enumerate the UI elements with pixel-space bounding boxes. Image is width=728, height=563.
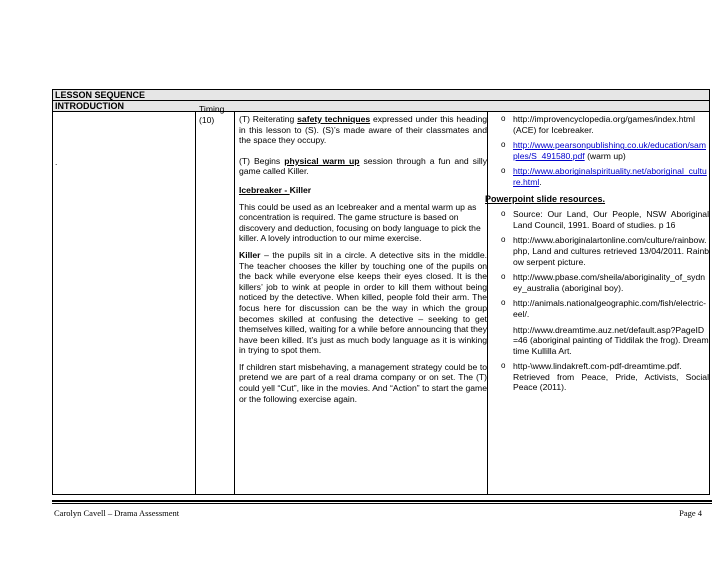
activity-paragraph: If children start misbehaving, a management strategy could be to pretend we are part of a real drama company or on set. The (T) could yell “Cut”, like in the movies. And “Action” to start the game or the following exercise again. [239,361,487,404]
bullet-icon: o [501,272,506,282]
bullet-icon: o [501,298,506,308]
timing-value: (10) [199,114,215,125]
safety-techniques-text: safety techniques [297,114,371,124]
list-item: o http://www.aboriginalspirituality.net/aboriginal_culture.html. [501,166,707,187]
list-item: o Source: Our Land, Our People, NSW Aboriginal Land Council, 1991. Board of studies. p 16 [501,209,709,230]
footer-author: Carolyn Cavell – Drama Assessment [54,508,180,518]
lesson-table [52,104,710,495]
footer-page-number: Page 4 [679,508,702,518]
resource-list-end [487,361,709,393]
footer-rule [52,500,712,502]
column-divider [234,112,235,494]
bullet-icon: o [501,235,506,245]
aboriginal-spirituality-link[interactable]: http://www.aboriginalspirituality.net/aboriginal_culture.html [513,166,707,187]
bullet-icon: o [501,361,506,371]
list-item: o http://animals.nationalgeographic.com/fish/electric-eel/. [501,298,706,319]
bullet-icon: o [501,166,506,176]
stage-dot: . [55,157,58,167]
activity-paragraph: (T) Begins physical warm up session through a fun and silly game called Killer. [239,155,488,177]
resource-list [487,114,709,188]
lesson-sequence-header: LESSON SEQUENCE [52,89,710,101]
column-divider [195,112,196,494]
bullet-icon: o [501,209,506,219]
killer-term: Killer [239,249,261,260]
list-item: o http://improvencyclopedia.org/games/index.html (ACE) for Icebreaker. [501,114,695,135]
list-item: o http://www.aboriginalartonline.com/culture/rainbow.php, Land and cultures retrieved 13/04/2011. Rainbow serpent picture. [501,235,709,267]
stage-cell [55,157,195,168]
activity-paragraph: This could be used as an Icebreaker and a mental warm up as concentration is required. The game structure is based on discovery and deduction, focusing on body language to pick the killer. A lovely introduction to our mime exercise. [239,201,481,244]
bullet-icon: o [501,114,506,123]
introduction-header: INTRODUCTION [52,100,710,112]
pearson-link[interactable]: http://www.pearsonpublishing.co.uk/education/samples/S_491580.pdf [513,140,706,161]
activity-paragraph: Killer – the pupils sit in a circle. A detective sits in the middle. The teacher chooses the killer by touching one of the pupils on the back while everyone else keeps their eyes closed. It is the killers’ job to wink at people in order to kill them without being noticed by the detective. When killed, people fold their arm. The focus here for discussion can be the way in which the group becomes skilled at confusing the detective – seeking to get themselves killed, waiting for a while before announcing that they have been killed. It’s just as much body language as it is winking in trying to spot them. [239,249,487,356]
list-item: o http://www.pbase.com/sheila/aboriginality_of_sydney_australia (aboriginal boy). [501,272,706,293]
activity-paragraph: (T) Reiterating safety techniques expressed under this heading in this lesson to (S). (S)’s made aware of their classmates and the space they occupy. [239,114,487,146]
timing-label: Timing [199,104,225,114]
activities-cell [239,104,487,410]
powerpoint-resource-list [487,209,709,319]
list-item: o http-\www.lindakreft.com-pdf-dreamtime.pdf. Retrieved from Peace, Pride, Activists, Social Peace (2011). [501,361,709,393]
timing-cell [199,104,235,125]
footer-rule [52,503,712,504]
physical-warm-up-text: physical warm up [284,155,360,166]
list-item: o http://www.pearsonpublishing.co.uk/education/samples/S_491580.pdf (warm up) [501,140,706,161]
resources-cell [487,104,709,398]
icebreaker-heading: Icebreaker - Killer [239,184,312,195]
powerpoint-resources-heading: Powerpoint slide resources. [485,193,606,204]
list-item: http://www.dreamtime.auz.net/default.asp?PageID=46 (aboriginal painting of Tiddilak the frog). Dreamtime Kullilla Art. [513,324,709,356]
bullet-icon: o [501,140,506,150]
